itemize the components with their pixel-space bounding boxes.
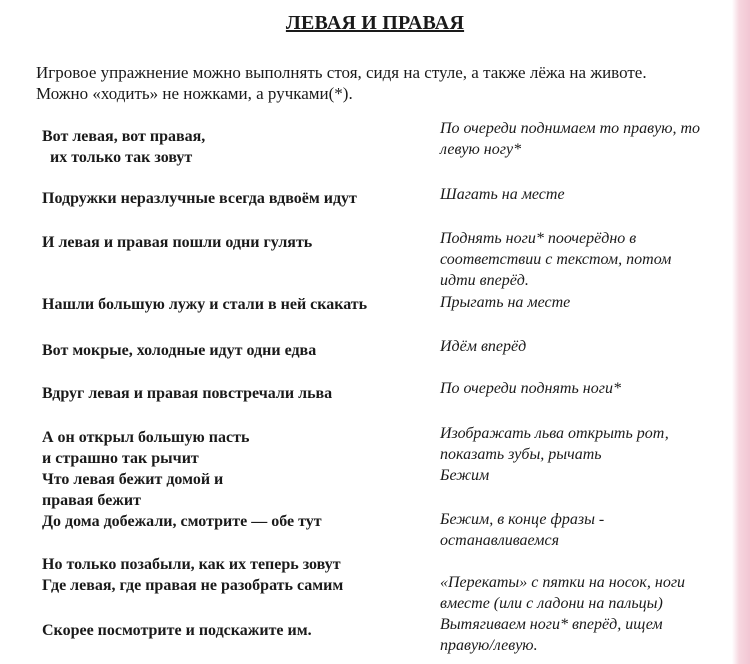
action-block: [440, 292, 730, 313]
action-line: Шагать на месте: [440, 186, 565, 203]
verse-block: [42, 232, 432, 253]
verse-block: [42, 554, 432, 596]
verse-line: Но только позабыли, как их теперь зовут: [42, 556, 341, 573]
action-line: левую ногу*: [440, 141, 522, 158]
action-line: останавливаемся: [440, 532, 559, 549]
action-block: [440, 509, 730, 551]
action-line: Идём вперёд: [440, 338, 527, 355]
action-line: Изображать льва открыть рот,: [440, 425, 669, 442]
action-line: показать зубы, рычать: [440, 446, 602, 463]
action-block: [440, 228, 730, 291]
action-line: Вытягиваем ноги* вперёд, ищем: [440, 616, 663, 633]
verse-line: Подружки неразлучные всегда вдвоём идут: [42, 190, 357, 207]
verse-line: Где левая, где правая не разобрать самим: [42, 577, 344, 594]
action-line: Поднять ноги* поочерёдно в: [440, 230, 637, 247]
intro-line: Можно «ходить» не ножками, а ручками(*).: [36, 84, 353, 103]
verse-block: [42, 126, 432, 168]
action-block: [440, 572, 730, 656]
verse-line: Вот левая, вот правая,: [42, 128, 206, 145]
verse-line: До дома добежали, смотрите — обе тут: [42, 513, 322, 530]
verse-line: Вот мокрые, холодные идут одни едва: [42, 342, 317, 359]
page-edge-decoration: [732, 0, 750, 664]
intro-paragraph: [36, 62, 726, 104]
verse-line: А он открыл большую пасть: [42, 429, 250, 446]
verse-line: Скорее посмотрите и подскажите им.: [42, 622, 312, 639]
verse-block: [42, 340, 432, 361]
action-line: По очереди поднимаем то правую, то: [440, 120, 701, 137]
verse-block: [42, 620, 432, 641]
action-block: [440, 118, 730, 160]
action-line: соответствии с текстом, потом: [440, 251, 672, 268]
verse-line: правая бежит: [42, 492, 141, 509]
action-line: правую/левую.: [440, 637, 538, 654]
action-line: «Перекаты» с пятки на носок, ноги: [440, 574, 686, 591]
action-line: Бежим, в конце фразы -: [440, 511, 605, 528]
verse-line: И левая и правая пошли одни гулять: [42, 234, 313, 251]
intro-line: Игровое упражнение можно выполнять стоя, сидя на стуле, а также лёжа на животе.: [36, 63, 647, 82]
action-block: [440, 423, 730, 486]
verse-line: Вдруг левая и правая повстречали льва: [42, 385, 333, 402]
action-line: вместе (или с ладони на пальцы): [440, 595, 663, 612]
action-line: Прыгать на месте: [440, 294, 571, 311]
action-line: По очереди поднять ноги*: [440, 380, 621, 397]
action-line: идти вперёд.: [440, 272, 529, 289]
verse-line: и страшно так рычит: [42, 450, 199, 467]
action-block: [440, 378, 730, 399]
verse-block: [42, 427, 432, 532]
page-title: ЛЕВАЯ И ПРАВАЯ: [285, 12, 465, 34]
verse-block: [42, 294, 432, 315]
action-line: Бежим: [440, 467, 490, 484]
verse-block: [42, 383, 432, 404]
verse-block: [42, 188, 432, 209]
action-block: [440, 184, 730, 205]
action-block: [440, 336, 730, 357]
verse-line: Что левая бежит домой и: [42, 471, 224, 488]
verse-line: их только так зовут: [50, 149, 193, 166]
verse-line: Нашли большую лужу и стали в ней скакать: [42, 296, 368, 313]
